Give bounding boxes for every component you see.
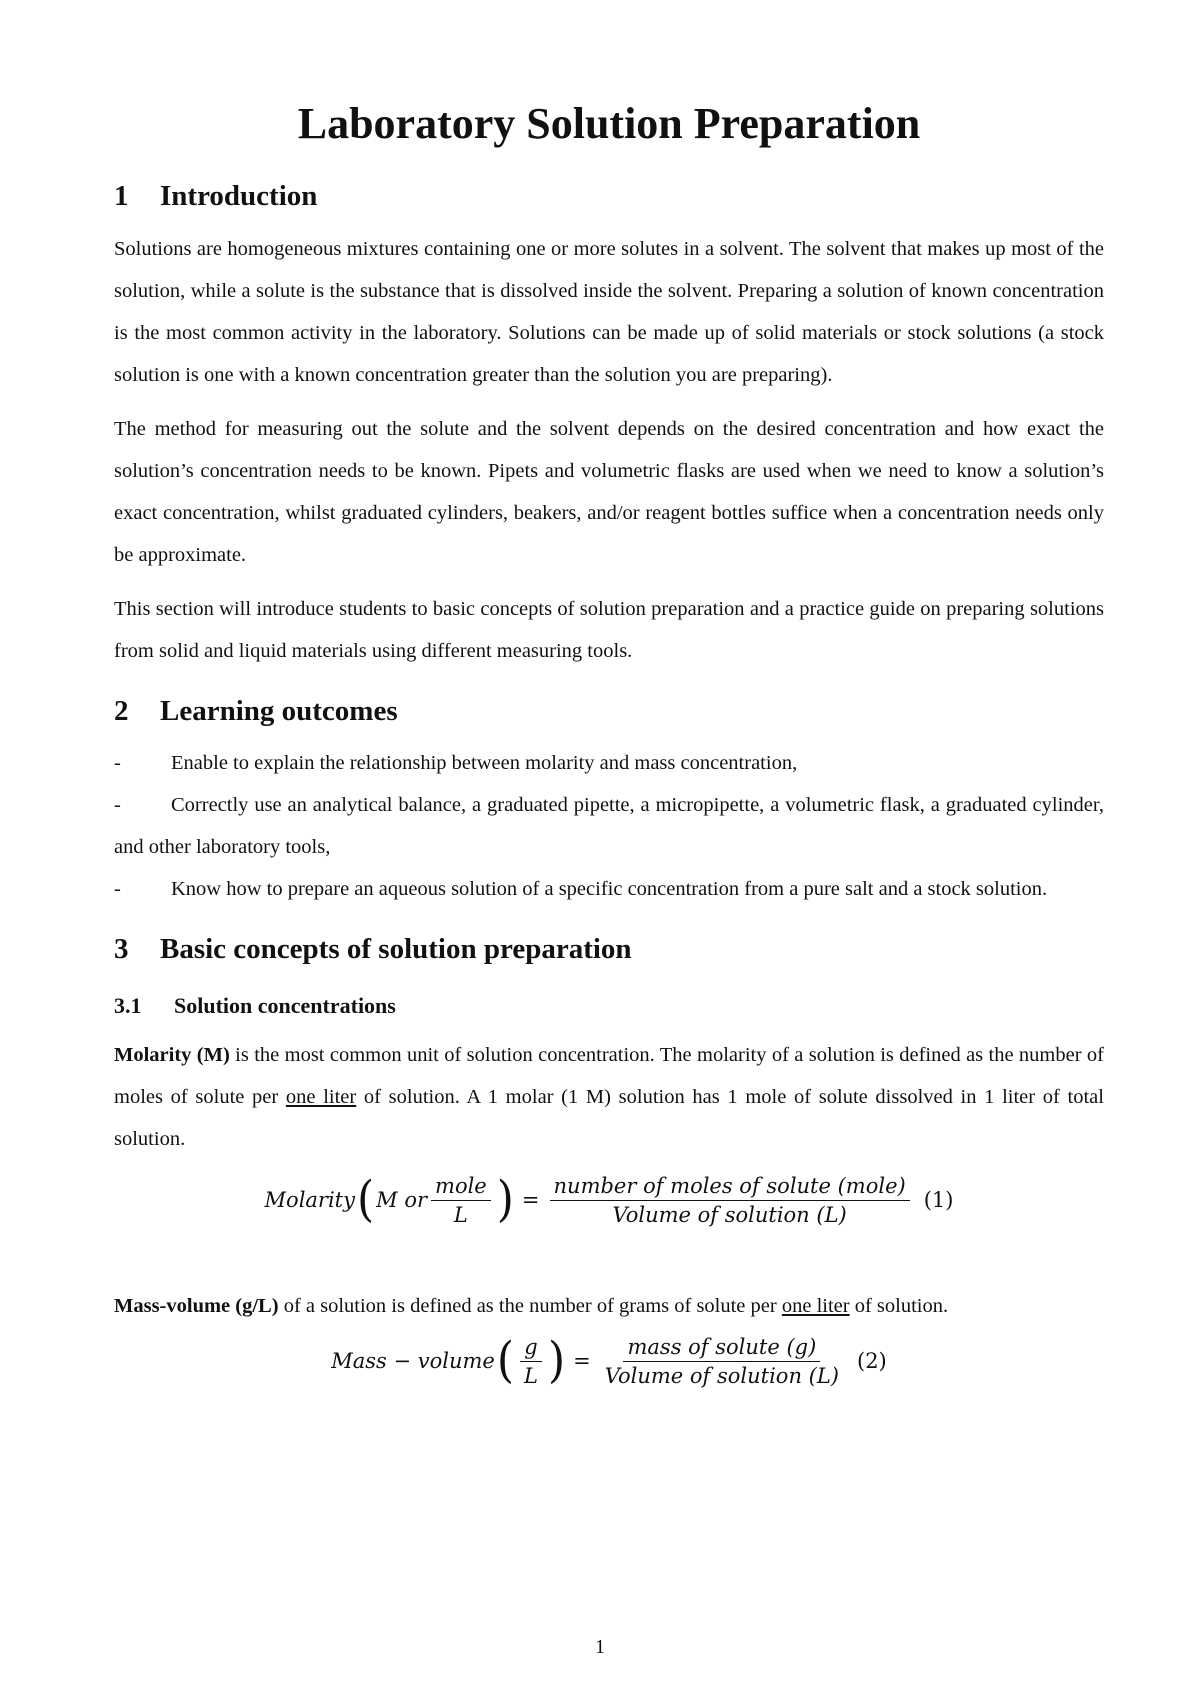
section-heading-learning-outcomes xyxy=(114,694,1104,729)
subsection-number: 3.1 xyxy=(114,993,142,1019)
list-item-text: Know how to prepare an aqueous solution of a specific concentration from a pure salt and a stock solution. xyxy=(171,878,1048,901)
section-title: Basic concepts of solution preparation xyxy=(160,933,632,966)
paragraph: This section will introduce students to basic concepts of solution preparation and a practice guide on preparing solutions from solid and liquid materials using different measuring tools. xyxy=(114,597,1104,662)
term-mass-volume: Mass-volume (g/L) xyxy=(114,1294,279,1317)
left-paren: ( xyxy=(357,1171,375,1228)
paragraph: Solutions are homogeneous mixtures containing one or more solutes in a solvent. The solvent that makes up most of the solution, while a solute is the substance that is dissolved inside the solvent. Preparing a solution of known concentration is the most common activity in the laboratory. Solutions can be made up of solid materials or stock solutions (a stock solution is one with a known concentration greater than the solution you are preparing). xyxy=(114,237,1104,386)
equals-sign: = xyxy=(573,1349,591,1374)
page-content xyxy=(114,98,1104,1388)
list-item xyxy=(114,784,1104,868)
text: is the most common unit of solution concentration. The molarity of a solution is defined as the number of moles of solute per xyxy=(114,1043,1104,1108)
section-number: 1 xyxy=(114,179,129,212)
underlined-text: one liter xyxy=(285,1085,357,1108)
list-item xyxy=(114,742,1104,784)
rhs-fraction xyxy=(601,1335,843,1388)
list-bullet: - xyxy=(114,794,121,817)
section-title: Learning outcomes xyxy=(160,694,398,727)
section-heading-introduction xyxy=(114,179,1104,214)
rhs-fraction xyxy=(550,1174,910,1227)
fraction-denominator: Volume of solution (L) xyxy=(612,1202,847,1227)
right-paren: ) xyxy=(496,1171,514,1228)
section-heading-basic-concepts xyxy=(114,932,1104,967)
list-bullet: - xyxy=(114,752,121,775)
equation-molarity xyxy=(114,1171,1104,1228)
fraction-denominator: L xyxy=(524,1363,538,1388)
text: of a solution is defined as the number of grams of solute per xyxy=(278,1294,782,1317)
left-paren: ( xyxy=(496,1332,515,1389)
document-title: Laboratory Solution Preparation xyxy=(297,99,921,148)
equals-sign: = xyxy=(521,1188,540,1213)
list-bullet: - xyxy=(114,878,121,901)
right-paren: ) xyxy=(547,1332,566,1389)
page-number: 1 xyxy=(595,1636,605,1658)
fraction-denominator: Volume of solution (L) xyxy=(604,1363,839,1388)
section-number: 2 xyxy=(114,694,129,727)
equation-mass-volume xyxy=(114,1332,1104,1389)
fraction-denominator: L xyxy=(453,1202,468,1227)
fraction-numerator: number of moles of solute (mole) xyxy=(550,1174,910,1201)
fraction-numerator: mole xyxy=(431,1174,491,1201)
list-item xyxy=(114,868,1104,910)
section-number: 3 xyxy=(114,933,129,966)
outcomes-list xyxy=(114,742,1104,910)
text: of solution. A 1 molar (1 M) solution has 1 mole of solute dissolved in 1 liter of total solution. xyxy=(114,1085,1104,1150)
equation-number: (1) xyxy=(923,1188,954,1213)
unit-fraction xyxy=(520,1335,542,1388)
eq-lhs: Molarity xyxy=(264,1188,355,1213)
fraction-numerator: g xyxy=(520,1335,541,1362)
term-molarity: Molarity (M) xyxy=(114,1043,230,1066)
eq-unit-prefix: M or xyxy=(376,1188,428,1213)
paragraph: The method for measuring out the solute and the solvent depends on the desired concentration and how exact the solution’s concentration needs to be known. Pipets and volumetric flasks are used when we need to know a solution’s exact concentration, whilst graduated cylinders, beakers, and/or reagent bottles suffice when a concentration needs only be approximate. xyxy=(114,417,1104,566)
equation-number: (2) xyxy=(857,1349,887,1374)
subsection-title: Solution concentrations xyxy=(174,993,396,1019)
unit-fraction xyxy=(431,1174,491,1227)
section-title: Introduction xyxy=(160,179,318,212)
list-item-text: Enable to explain the relationship between molarity and mass concentration, xyxy=(171,752,798,775)
fraction-numerator: mass of solute (g) xyxy=(623,1335,820,1362)
text: of solution. xyxy=(849,1294,949,1317)
molarity-paragraph xyxy=(114,1034,1104,1160)
mass-volume-paragraph xyxy=(114,1285,1104,1327)
eq-lhs: Mass − volume xyxy=(331,1349,495,1374)
subsection-heading-solution-concentrations xyxy=(114,993,1104,1019)
list-item-text: Correctly use an analytical balance, a graduated pipette, a micropipette, a volumetric flask, a graduated cylinder, and other laboratory tools, xyxy=(114,794,1104,859)
underlined-text: one liter xyxy=(781,1294,850,1317)
